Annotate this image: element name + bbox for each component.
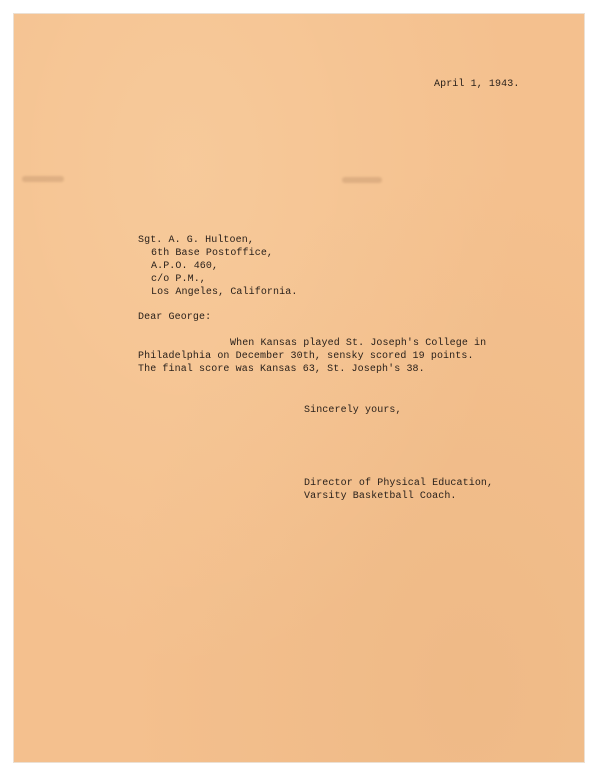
recipient-line-4: c/o P.M., — [151, 274, 206, 285]
recipient-line-5: Los Angeles, California. — [151, 287, 298, 298]
smudge-mark-left — [22, 176, 64, 182]
body-line-3: The final score was Kansas 63, St. Joseph's 38. — [138, 364, 425, 375]
closing: Sincerely yours, — [304, 405, 402, 416]
letter-page — [14, 14, 584, 762]
letter-date: April 1, 1943. — [434, 79, 520, 90]
signature-line-2: Varsity Basketball Coach. — [304, 491, 457, 502]
recipient-line-3: A.P.O. 460, — [151, 261, 219, 272]
salutation: Dear George: — [138, 312, 212, 323]
recipient-line-2: 6th Base Postoffice, — [151, 248, 274, 259]
body-line-2: Philadelphia on December 30th, sensky scored 19 points. — [138, 351, 474, 362]
body-line-1: When Kansas played St. Joseph's College in — [230, 338, 487, 349]
signature-line-1: Director of Physical Education, — [304, 478, 494, 489]
recipient-line-1: Sgt. A. G. Hultoen, — [138, 235, 254, 246]
smudge-mark-center — [342, 177, 382, 183]
